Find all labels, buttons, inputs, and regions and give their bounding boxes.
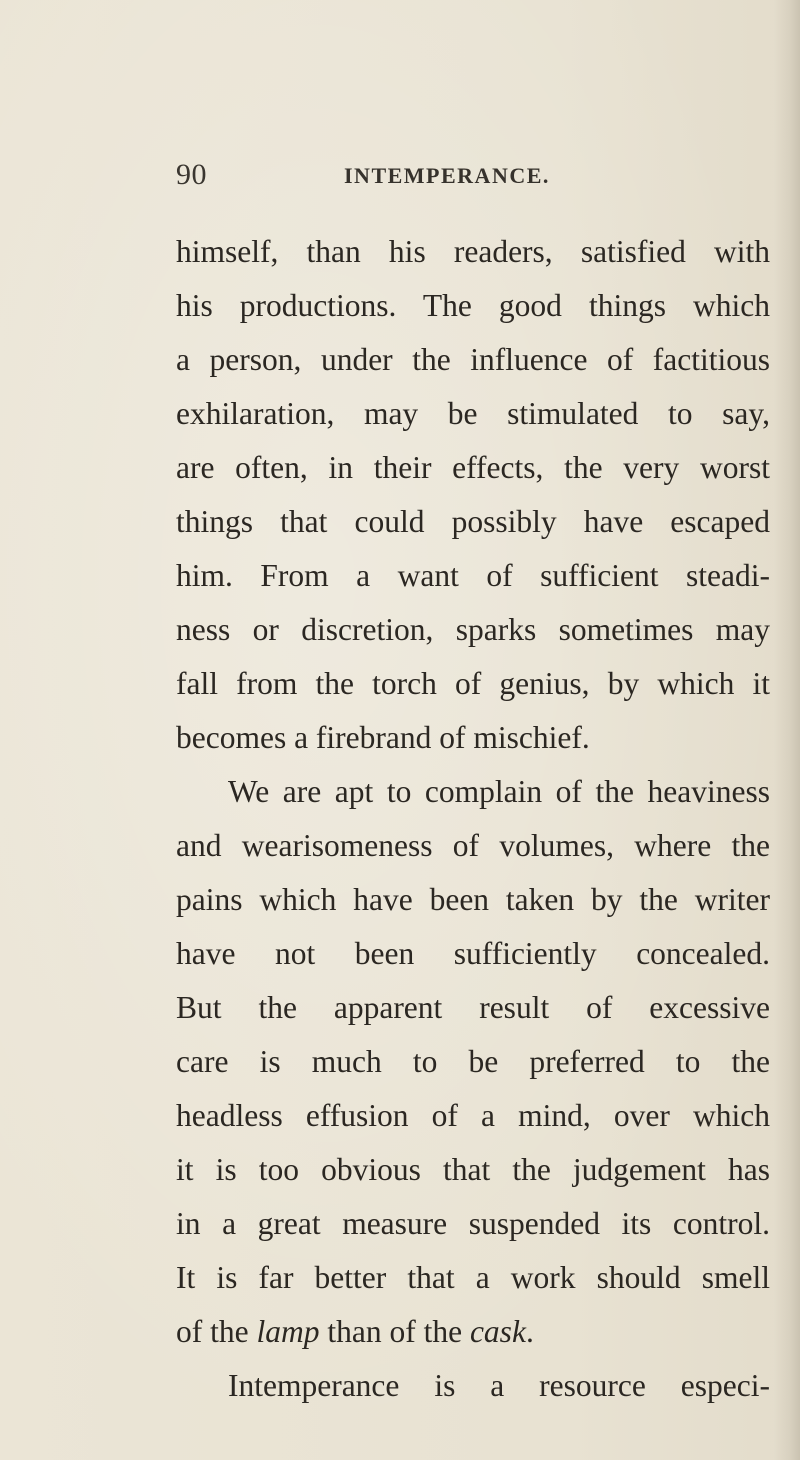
paragraph-start-line: Intemperance is a resource especi-: [228, 1368, 770, 1403]
text-line: It is far better that a work should smell: [176, 1260, 770, 1295]
italic-word: lamp: [256, 1314, 320, 1349]
text-line: things that could possibly have escaped: [176, 504, 770, 539]
text-line: have not been sufficiently concealed.: [176, 936, 770, 971]
body-text: [176, 225, 770, 1413]
paragraph-end-line: becomes a firebrand of mischief.: [176, 720, 590, 755]
page-edge-shadow: [774, 0, 800, 1460]
page-number: 90: [176, 158, 207, 191]
paragraph-end-line: [176, 1305, 770, 1359]
text-line: and wearisomeness of volumes, where the: [176, 828, 770, 863]
text-line: his productions. The good things which: [176, 288, 770, 323]
text-line: himself, than his readers, satisfied with: [176, 234, 770, 269]
running-title: INTEMPERANCE.: [344, 163, 550, 188]
text-line: But the apparent result of excessive: [176, 990, 770, 1025]
text-line: fall from the torch of genius, by which it: [176, 666, 770, 701]
text-line: exhilaration, may be stimulated to say,: [176, 396, 770, 431]
text-run: of the: [176, 1314, 257, 1349]
text-line: pains which have been taken by the writer: [176, 882, 770, 917]
text-line: it is too obvious that the judgement has: [176, 1152, 770, 1187]
italic-word: cask: [469, 1314, 526, 1349]
text-line: a person, under the influence of factitious: [176, 342, 770, 377]
paragraph-start-line: We are apt to complain of the heaviness: [228, 774, 770, 809]
text-line: in a great measure suspended its control.: [176, 1206, 770, 1241]
text-run: .: [525, 1314, 534, 1349]
text-line: him. From a want of sufficient steadi-: [176, 558, 770, 593]
text-run: than of the: [319, 1314, 470, 1349]
text-line: headless effusion of a mind, over which: [176, 1098, 770, 1133]
text-line: ness or discretion, sparks sometimes may: [176, 612, 770, 647]
page-header: [176, 158, 776, 202]
text-line: are often, in their effects, the very worst: [176, 450, 770, 485]
text-line: care is much to be preferred to the: [176, 1044, 770, 1079]
